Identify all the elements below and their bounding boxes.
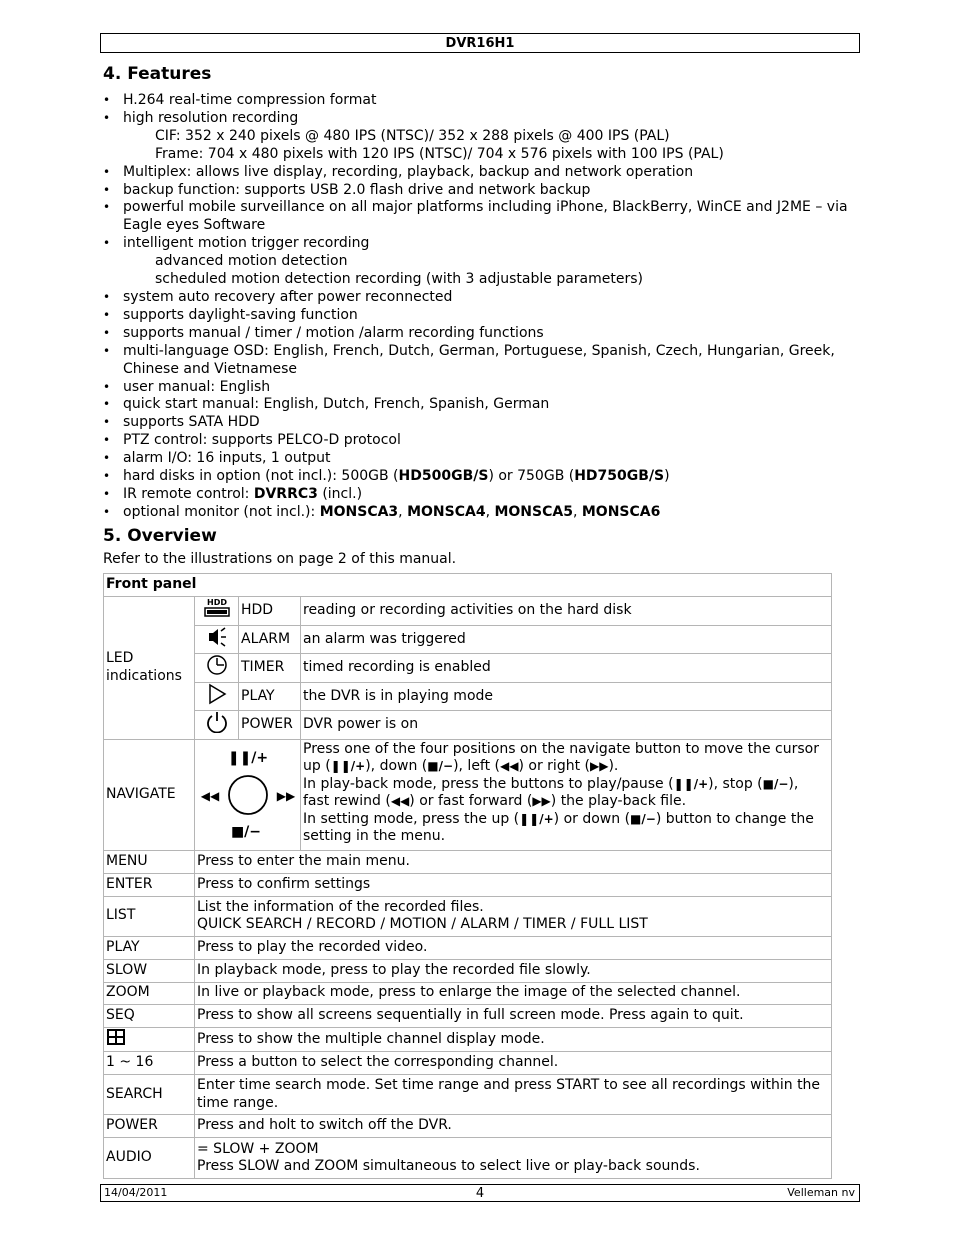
text: ) or 750GB ( [488,468,575,485]
text: hard disks in option (not incl.): 500GB ( [123,468,399,485]
button-desc: In live or playback mode, press to enlarge the image of the selected channel. [195,982,832,1004]
list-item: • multi-language OSD: English, French, Dutch, German, Portuguese, Spanish, Czech, Hungarian, Greek, Chinese and Vietnamese [103,343,863,379]
button-desc: Press to confirm settings [195,873,832,896]
list-item: • high resolution recording [103,110,863,128]
text: ) the play-back file. [550,793,687,809]
button-desc: In playback mode, press to play the recorded file slowly. [195,959,832,982]
product-code: MONSCA5 [494,503,573,520]
button-label: SEQ [104,1004,195,1027]
product-code: MONSCA3 [319,503,399,520]
text: ) button to change the setting in the menu. [303,810,814,844]
page-number: 4 [475,1186,485,1201]
text: ), stop ( [708,775,763,792]
up-symbol: ❚❚/+ [519,811,554,826]
text: = SLOW + ZOOM [197,1140,319,1157]
front-panel-table [103,573,832,1179]
led-desc: DVR power is on [301,711,832,740]
button-label: LIST [104,896,195,936]
svg-text:■/−: ■/− [230,823,261,840]
text: ) [664,468,670,485]
right-symbol: ▶▶ [532,794,551,808]
alarm-icon-cell [195,625,239,654]
navigate-label: NAVIGATE [104,739,195,850]
button-desc: Press to play the recorded video. [195,936,832,959]
button-label: ENTER [104,873,195,896]
play-icon-cell [195,682,239,711]
text: ) or right ( [518,758,590,774]
button-desc [195,896,832,936]
list-subitem: scheduled motion detection recording (with 3 adjustable parameters) [155,271,644,288]
list-item: • user manual: English [103,379,863,397]
overview-intro: Refer to the illustrations on page 2 of this manual. [103,551,457,567]
features-heading: 4. Features [103,64,212,84]
product-code: HD500GB/S [398,468,489,485]
power-icon-cell [195,711,239,740]
table-title: Front panel [106,576,197,593]
left-symbol: ◀◀ [390,794,410,808]
button-desc: Press a button to select the corresponding channel. [195,1052,832,1075]
text: ). [608,758,619,774]
text: In setting mode, press the up ( [303,810,520,827]
down-symbol: ■/− [762,776,789,791]
left-symbol: ◀◀ [500,759,519,773]
led-name: POWER [239,711,301,740]
right-symbol: ▶▶ [589,759,609,773]
footer-date: 14/04/2011 [104,1186,168,1199]
list-subitem: advanced motion detection [155,253,348,270]
front-panel-title [104,574,832,597]
list-item: • quick start manual: English, Dutch, French, Spanish, German [103,396,863,414]
hdd-icon-cell [195,597,239,626]
up-symbol: ❚❚/+ [330,759,366,773]
text: , [485,503,495,520]
button-label: 1 ~ 16 [104,1052,195,1075]
list-item-remote [103,486,863,504]
button-desc: Press to show the multiple channel display mode. [195,1027,832,1052]
led-name: HDD [239,597,301,626]
text: Press one of the four positions on the navigate button to move the cursor up ( [303,740,819,774]
alarm-icon [204,626,230,648]
page-footer [100,1184,860,1202]
list-subitem: Frame: 704 x 480 pixels with 120 IPS (NTSC)/ 704 x 576 pixels with 100 IPS (PAL) [155,145,724,162]
list-item: • Multiplex: allows live display, recording, playback, backup and network operation [103,164,863,182]
features-list [103,92,863,522]
text: List the information of the recorded files. [197,898,484,915]
list-item: • alarm I/O: 16 inputs, 1 output [103,450,863,468]
text: ), fast rewind ( [303,775,799,809]
overview-heading: 5. Overview [103,526,217,546]
button-desc: Press to enter the main menu. [195,850,832,873]
grid-icon [106,1028,126,1046]
led-name: PLAY [239,682,301,711]
list-item: • system auto recovery after power reconnected [103,289,863,307]
svg-text:❚❚/+: ❚❚/+ [227,749,268,766]
led-desc: the DVR is in playing mode [301,682,832,711]
button-label: SEARCH [104,1075,195,1115]
power-icon [205,711,229,733]
footer-company: Velleman nv [787,1186,855,1199]
hdd-icon [202,597,232,619]
product-code: HD750GB/S [574,468,665,485]
text: ), down ( [365,758,428,774]
button-label: PLAY [104,936,195,959]
list-item-monitor [103,504,863,522]
button-label: ZOOM [104,982,195,1004]
button-label: POWER [104,1115,195,1138]
page-header [100,33,860,53]
navigate-desc [301,739,832,850]
button-desc: Enter time search mode. Set time range and press START to see all recordings within the time range. [195,1075,832,1115]
text: IR remote control: [123,485,254,502]
button-label: MENU [104,850,195,873]
play-icon [205,683,229,705]
text: , [572,503,582,520]
list-item: • powerful mobile surveillance on all major platforms including iPhone, BlackBerry, WinCE and J2ME – via Eagle eyes Software [103,199,863,235]
list-item: • H.264 real-time compression format [103,92,863,110]
product-code: DVRRC3 [253,485,318,502]
list-subitem: CIF: 352 x 240 pixels @ 480 IPS (NTSC)/ 352 x 288 pixels @ 400 IPS (PAL) [155,127,670,144]
model-name: DVR16H1 [445,36,515,51]
svg-text:▶▶: ▶▶ [276,788,295,803]
list-item: • supports SATA HDD [103,414,863,432]
navigate-pad-icon [196,740,300,844]
led-desc: timed recording is enabled [301,654,832,683]
text: In play-back mode, press the buttons to play/pause ( [303,775,674,792]
down-symbol: ■/− [630,811,656,826]
led-desc: an alarm was triggered [301,625,832,654]
text: ) or down ( [553,810,631,827]
button-desc: Press and holt to switch off the DVR. [195,1115,832,1138]
list-item: • supports manual / timer / motion /alarm recording functions [103,325,863,343]
text: (incl.) [317,485,363,502]
text: ) or fast forward ( [409,793,533,809]
product-code: MONSCA6 [581,503,661,520]
product-code: MONSCA4 [407,503,486,520]
navigate-icon-cell [195,739,301,850]
list-item: • intelligent motion trigger recording [103,235,863,253]
svg-text:HDD: HDD [206,598,227,607]
text: optional monitor (not incl.): [123,503,320,520]
list-item-hdd [103,468,863,486]
list-item: • backup function: supports USB 2.0 flash drive and network backup [103,182,863,200]
list-item: • supports daylight-saving function [103,307,863,325]
list-item: • PTZ control: supports PELCO-D protocol [103,432,863,450]
down-symbol: ■/− [427,759,454,773]
timer-icon [205,654,229,676]
up-symbol: ❚❚/+ [673,776,709,791]
button-desc [195,1138,832,1179]
text: QUICK SEARCH / RECORD / MOTION / ALARM / TIMER / FULL LIST [197,916,648,932]
svg-text:◀◀: ◀◀ [200,788,219,803]
timer-icon-cell [195,654,239,683]
multi-channel-icon-cell [104,1027,195,1052]
led-name: ALARM [239,625,301,654]
led-label: LED indications [104,597,195,740]
button-label: SLOW [104,959,195,982]
text: ), left ( [453,758,501,774]
button-desc: Press to show all screens sequentially in full screen mode. Press again to quit. [195,1004,832,1027]
text: Press SLOW and ZOOM simultaneous to select live or play-back sounds. [197,1158,700,1174]
led-desc: reading or recording activities on the hard disk [301,597,832,626]
text: , [398,503,408,520]
button-label: AUDIO [104,1138,195,1179]
led-name: TIMER [239,654,301,683]
